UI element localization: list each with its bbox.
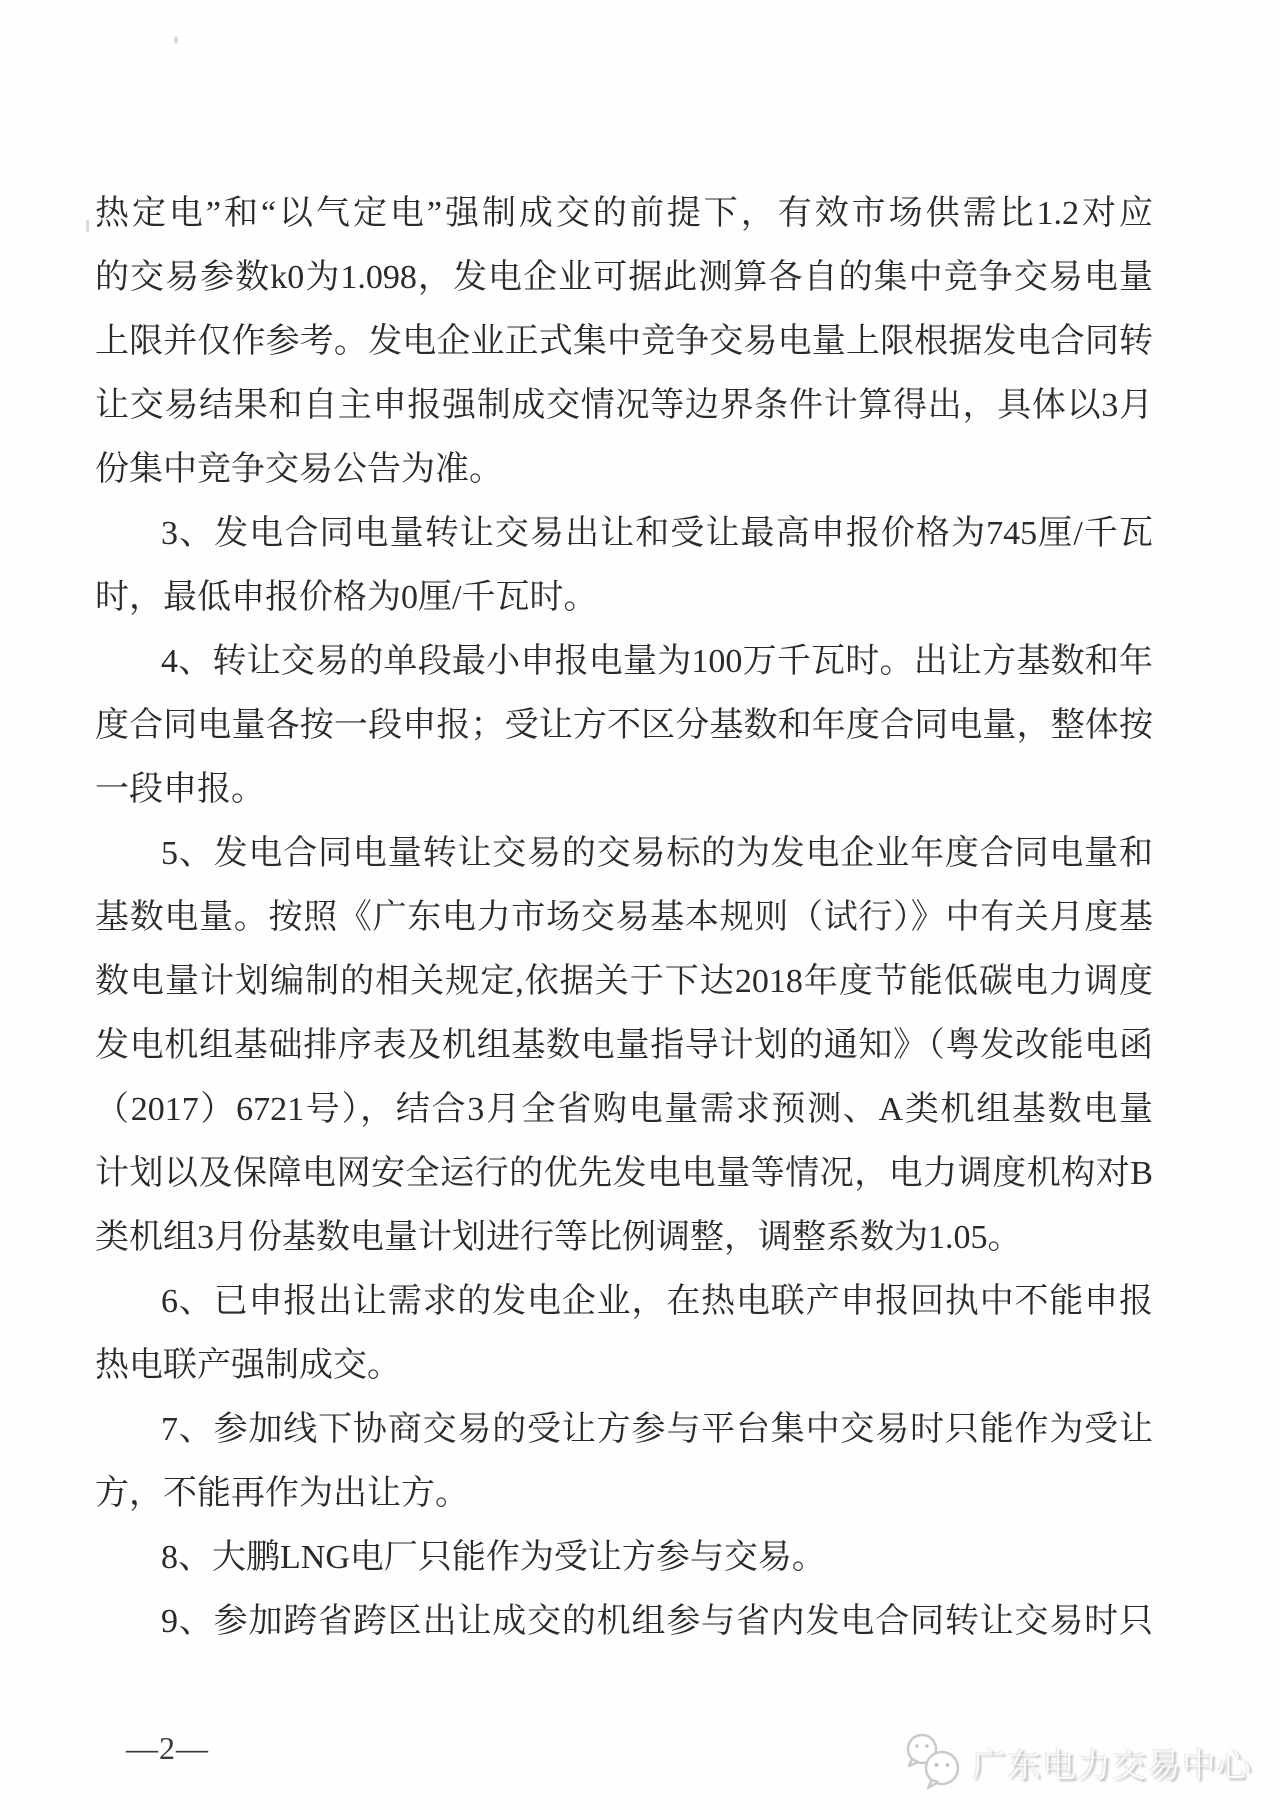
watermark bbox=[898, 1732, 1252, 1792]
text-line: 让交易结果和自主申报强制成交情况等边界条件计算得出，具体以3月 bbox=[95, 387, 1153, 424]
text-line: 类机组3月份基数电量计划进行等比例调整，调整系数为1.05。 bbox=[95, 1219, 1022, 1256]
text-line: 基数电量。按照《广东电力市场交易基本规则（试行）》中有关月度基 bbox=[95, 899, 1153, 936]
scan-artifact bbox=[174, 36, 178, 44]
text-line: 计划以及保障电网安全运行的优先发电电量等情况，电力调度机构对B bbox=[95, 1155, 1153, 1192]
text-line: 度合同电量各按一段申报；受让方不区分基数和年度合同电量，整体按 bbox=[95, 707, 1153, 744]
text-line: 9、参加跨省跨区出让成交的机组参与省内发电合同转让交易时只 bbox=[161, 1603, 1153, 1640]
text-line: 3、发电合同电量转让交易出让和受让最高申报价格为745厘/千瓦 bbox=[161, 515, 1153, 552]
document-body bbox=[95, 182, 1153, 1654]
text-line: 7、参加线下协商交易的受让方参与平台集中交易时只能作为受让 bbox=[161, 1411, 1153, 1448]
text-line: 热电联产强制成交。 bbox=[95, 1347, 401, 1384]
text-line: 方，不能再作为出让方。 bbox=[95, 1475, 469, 1512]
text-line: 热定电”和“以气定电”强制成交的前提下，有效市场供需比1.2对应 bbox=[95, 195, 1153, 232]
text-line: 一段申报。 bbox=[95, 771, 265, 808]
watermark-text: 广东电力交易中心 bbox=[972, 1746, 1252, 1785]
text-line: 数电量计划编制的相关规定,依据关于下达2018年度节能低碳电力调度 bbox=[95, 963, 1153, 1000]
page-number: —2— bbox=[126, 1730, 209, 1766]
text-line: （2017）6721号），结合3月全省购电量需求预测、A类机组基数电量 bbox=[95, 1091, 1153, 1128]
text-line: 上限并仅作参考。发电企业正式集中竞争交易电量上限根据发电合同转 bbox=[95, 323, 1153, 360]
scan-artifact bbox=[86, 220, 89, 232]
text-line: 6、已申报出让需求的发电企业，在热电联产申报回执中不能申报 bbox=[161, 1283, 1153, 1320]
text-line: 时，最低申报价格为0厘/千瓦时。 bbox=[95, 579, 598, 616]
text-line: 的交易参数k0为1.098，发电企业可据此测算各自的集中竞争交易电量 bbox=[95, 259, 1153, 296]
text-line: 8、大鹏LNG电厂只能作为受让方参与交易。 bbox=[161, 1539, 826, 1576]
wechat-icon bbox=[898, 1732, 966, 1792]
text-line: 4、转让交易的单段最小申报电量为100万千瓦时。出让方基数和年 bbox=[161, 643, 1153, 680]
text-line: 发电机组基础排序表及机组基数电量指导计划的通知》（粤发改能电函 bbox=[95, 1027, 1153, 1064]
text-line: 份集中竞争交易公告为准。 bbox=[95, 451, 503, 488]
text-line: 5、发电合同电量转让交易的交易标的为发电企业年度合同电量和 bbox=[161, 835, 1153, 872]
